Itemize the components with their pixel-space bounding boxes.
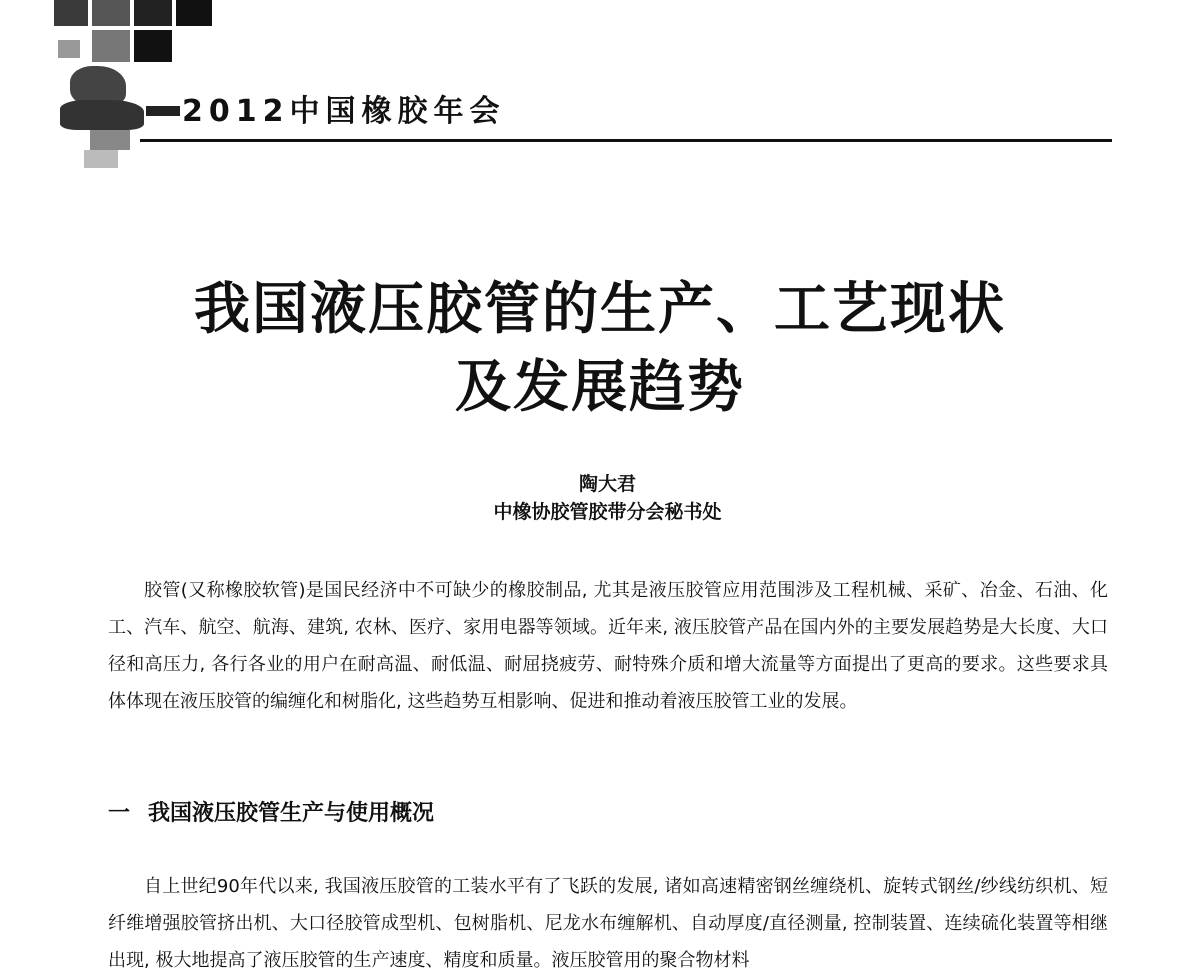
article-title — [0, 270, 1200, 426]
author-block — [0, 470, 1200, 526]
section-heading — [108, 796, 434, 827]
intro-paragraph: 胶管(又称橡胶软管)是国民经济中不可缺少的橡胶制品, 尤其是液压胶管应用范围涉及工程机械、采矿、冶金、石油、化工、汽车、航空、航海、建筑, 农林、医疗、家用电器等领域。近年来, 液压胶管产品在国内外的主要发展趋势是大长度、大口径和高压力, 各行各业的用户在耐高温、耐低温、耐屈挠疲劳、耐特殊介质和增大流量等方面提出了更高的要求。这些要求具体体现在液压胶管的编缠化和树脂化, 这些趋势互相影响、促进和推动着液压胶管工业的发展。 — [108, 580, 1108, 712]
section-number: 一 — [108, 801, 131, 826]
article-title-line2: 及发展趋势 — [455, 354, 745, 420]
section-title: 我国液压胶管生产与使用概况 — [148, 801, 435, 826]
conference-title: 2012中国橡胶年会 — [182, 94, 506, 129]
author-affiliation: 中橡协胶管胶带分会秘书处 — [493, 501, 722, 523]
article-title-line1: 我国液压胶管的生产、工艺现状 — [194, 276, 1006, 342]
author-name: 陶大君 — [578, 473, 636, 495]
header-divider — [140, 139, 1112, 142]
body-paragraph: 自上世纪90年代以来, 我国液压胶管的工装水平有了飞跃的发展, 诸如高速精密钢丝缠绕机、旋转式钢丝/纱线纺织机、短纤维增强胶管挤出机、大口径胶管成型机、包树脂机、尼龙水布缠解机、自动厚度/直径测量, 控制装置、连续硫化装置等相继出现, 极大地提高了液压胶管的生产速度、精度和质量。液压胶管用的聚合物材料 — [108, 876, 1108, 971]
